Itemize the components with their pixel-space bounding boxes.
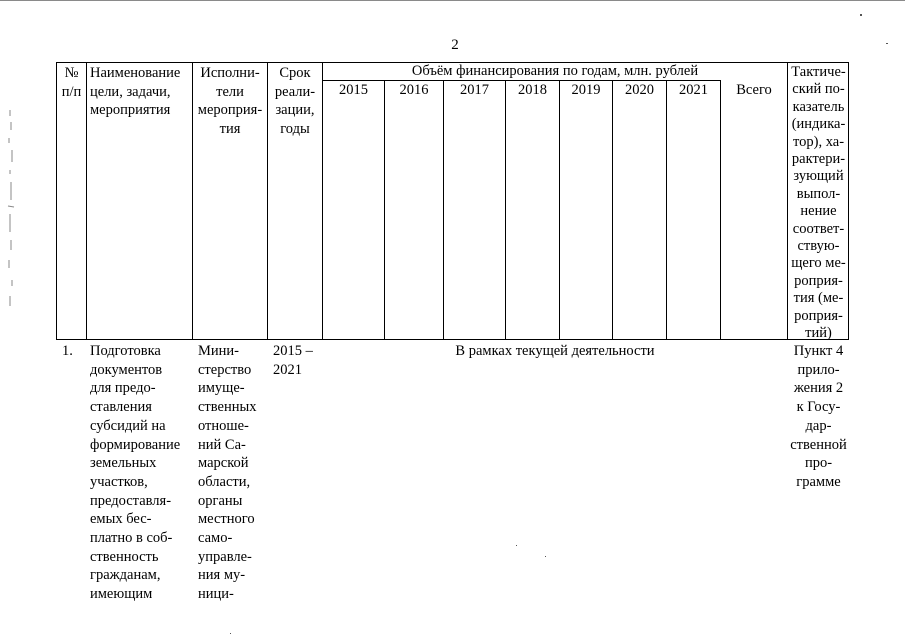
header-year-2020: 2020 <box>625 82 654 98</box>
header-year-2021: 2021 <box>679 82 708 98</box>
header-year-2015: 2015 <box>339 82 368 98</box>
row-financing: В рамках текущей деятельности <box>455 343 655 359</box>
row-executors: Мини- стерство имуще- ственных отноше- ний Са- марской области, органы местного само- управле- ния му- ници- <box>198 343 257 603</box>
header-total: Всего <box>736 82 772 98</box>
header-name: Наименование цели, задачи, мероприятия <box>90 65 181 119</box>
row-name: Подготовка документов для предо- ставления субсидий на формирование земельных участков, предоставля- емых бес- платно в соб- ственность гражданам, имеющим <box>90 343 181 603</box>
header-year-2017: 2017 <box>460 82 489 98</box>
header-year-2016: 2016 <box>399 82 429 98</box>
header-indicator: Тактиче- ский по- казатель (индика- тор), ха- рактери- зующий выпол- нение соответ- ствую- щего ме- роприя- тия (ме- роприя- тий) <box>791 64 846 342</box>
row-number: 1. <box>62 343 73 359</box>
row-indicator: Пункт 4 прило- жения 2 к Госу- дар- ственной про- грамме <box>790 343 847 490</box>
header-year-2019: 2019 <box>571 82 601 98</box>
row-term: 2015 – 2021 <box>273 343 313 378</box>
header-term: Срок реали- зации, годы <box>274 65 316 138</box>
header-executors: Исполни- тели мероприя- тия <box>197 65 263 138</box>
header-year-2018: 2018 <box>518 82 547 98</box>
header-no: № п/п <box>61 65 82 100</box>
header-financing-title: Объём финансирования по годам, млн. рублей <box>411 63 699 79</box>
page-number: 2 <box>451 37 459 53</box>
